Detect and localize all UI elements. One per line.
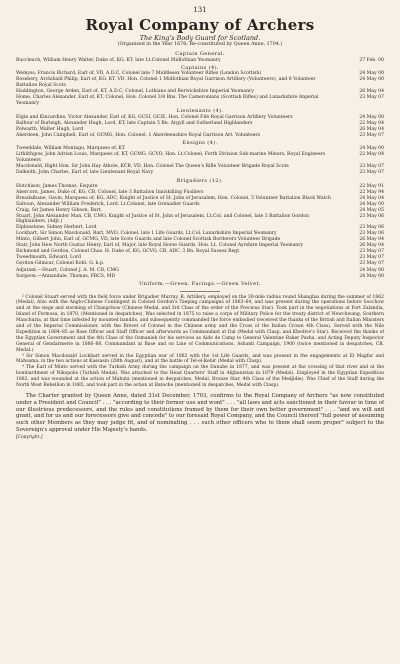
appointment-date: 23 May 07	[359, 132, 384, 138]
appointment-date: 23 May 06	[359, 213, 384, 219]
appointment-date: 22 May 04	[359, 120, 384, 126]
page-subtitle: The King's Body Guard for Scotland.	[139, 34, 261, 42]
appointment-date: 24 May 00	[359, 267, 384, 273]
appointment-date: 22 May 91	[359, 184, 384, 189]
section-heading-lieutenants: Lieutenants (4).	[176, 108, 224, 115]
appointment-date: 24 May 00	[359, 273, 384, 279]
appointment-date: 24 May 00	[359, 146, 384, 152]
appointment-date: 24 May 00	[359, 77, 384, 83]
appointment-date: 23 May 07	[359, 254, 384, 260]
appointment-date: 23 May 07	[359, 95, 384, 101]
member-name: Tweedmouth, Edward, Lord	[16, 254, 81, 260]
section-heading-brigadiers: Brigadiers (12).	[176, 177, 224, 184]
organisation-note: (Organised in the Year 1676; Re-constituted by Queen Anne, 1704.)	[117, 42, 283, 47]
roster-entry	[16, 77, 384, 89]
appointment-date: 22 May 04	[359, 152, 384, 158]
page-title: Royal Company of Archers	[85, 16, 315, 34]
ensigns-list	[16, 146, 384, 176]
appointment-date: 23 May 07	[359, 164, 384, 170]
member-name: Polwarth, Walter Hugh, Lord	[16, 126, 84, 132]
member-name: Lithlithgow, John Adrian Louis, Marquess of, KT, GCMG, GCVO, Hon. Lt.Colonel, Forth Division Sub-marine Miners, Royal Engineers Volunteers	[16, 152, 326, 164]
member-name: Minto, Gilbert John, Earl of, GCMG, VD, late Scots Guards and late Colonel Scottish Borderers Volunteer Brigade	[16, 237, 281, 243]
section-heading-captain-general: Captain General.	[175, 51, 225, 57]
section-heading-captains: Captains (4).	[181, 64, 219, 71]
member-name: Macdonald, Right Hon. Sir John Hay Athole, KCB, VD, Hon. Colonel The Queen's Rifle Volunteer Brigade Royal Scots	[16, 164, 289, 170]
captain-general-list	[16, 58, 384, 64]
appointment-date: 26 May 04	[359, 89, 384, 95]
member-name: Dalkeith, John Charles, Earl of, late Lieutenant Royal Navy	[16, 170, 154, 176]
appointment-date: 23 May 06	[359, 231, 384, 237]
member-name: Richmond and Gordon, Colonel Chas. H. Duke of, KG, GCVO, CB, ADC, 3 Bn. Royal Sussex Regt.	[16, 248, 241, 254]
member-name: Elgin and Kincardine, Victor Alexander, Earl of, KG, GCSI, GCIE, Hon. Colonel Fife Royal Garrison Artillery Volunteers	[16, 114, 293, 120]
roster-entry	[16, 214, 384, 226]
footnote: ² Colonel Stuart served with the field force under Brigadier Murray, R. Artillery, employed on the 30-mile radius round Shanghai during the summer of 1862 (Medal). Also with the Anglo-Chinese Contingent in Colonel Gordon's Taeping campaigns of 1863–64, and was present during the operations before Soochow and at the siege and storming of Changchow (Chinese Medal, and 3rd Class of the order of the Precious Star). Took part in the negotiations at Fort Zalandia, Island of Formosa, in 1870, (Mentioned in despatches). Was selected in 1875 to raise a corps of Military Police for the treaty district of Newchwang, Southern Manchuria, at that time infested by mounted bandits, and subsequently commanded the force embodied (received the thanks of the British and Italian Ministers and of the Imperial Commissioner, with the Brevet of Colonel in the Chinese army and the Cross of the Italian Crown 4th Class). Served with the Nile Expedition in 1884–85 as Base Officer and Staff Officer and afterwards as Commandant at Dal (Medal with Clasp, and Khedive's Star). Received the thanks of the Egyptian Government and the 4th Class of the Osmanieh for his services as Aide de Camp to General Valentine Baker Pasha, and Acting Deputy Inspector General of Gendarmerie in 1886–88. Commandant at Base and on Line of Communications, Ashanti Campaign, 1900 (twice mentioned in despatches, CB, Medal.)	[16, 294, 384, 353]
section-heading-ensigns: Ensigns (4).	[182, 139, 218, 146]
member-name: Aberdeen, John Campbell, Earl of, GCMG, Hon. Colonel, 1 Aberdeenshire Royal Garrison Art. Volunteers	[16, 132, 260, 138]
member-name: Adjutant.—Stuart, Colonel J. A. M. CB, CMG	[16, 267, 119, 273]
member-name: Buccleuch, William Henry Walter, Duke of, KG, KT, late Lt.Colonel Midlothian Yeomanry	[16, 57, 221, 63]
footnote: ⁴ The Earl of Minto served with the Turkish Army during the campaign on the Danube in 1877, and was present at the crossing of that river and at the bombardment of Nikopolis (Turkish Medal). Was attached to the Head Quarters' Staff in Afghanistan in 1879 (Medal). Employed in the Egyptian Expedition 1882, and was wounded at the action of Mahuta (mentioned in despatches, Medal, Bronze Star, 4th Class of the Medjidie). Was Chief of the Staff during the North West Rebellion in 1885, and took part in the action at Batoche (mentioned in despatches, Medal with Clasp).	[16, 365, 384, 389]
brigadiers-list	[16, 184, 384, 267]
roster-entry	[16, 95, 384, 107]
member-name: Craig, Sir James Henry Gibson, Bart.	[16, 207, 103, 213]
member-name: Rosebery, Archibald Philip, Earl of, KG, KT, VD, Hon. Colonel 1 Midlothian Royal Garrison Artillery (Volunteers), and 8 Volunteer Battalion Royal Scots	[16, 77, 316, 89]
staff-list	[16, 268, 384, 280]
roster-entry	[16, 152, 384, 164]
appointment-date: 24 May 04	[359, 195, 384, 201]
uniform-line: Uniform.—Green. Facings.—Green Velvet.	[139, 281, 261, 287]
appointment-date: 23 May 06	[359, 225, 384, 231]
member-name: Surgeon.—Annandale, Thomas, FRCS, MD	[16, 273, 116, 279]
copyright-note: [Copyright.]	[16, 434, 43, 440]
roster-entry	[16, 170, 384, 176]
appointment-date: 26 May 04	[359, 237, 384, 243]
charter-paragraph: The Charter granted by Queen Anne, dated 31st December, 1703, confirms to the Royal Company of Archers "as now constituted under a President and Council" . . . "according to their former use and wont" . . . "all laws and acts sanctioned in their favour in time of our illustrious predecessors, and the rules and constitutions framed by them for their own better government" . . . "and we will and grant, and for us and our forecessors give and concede" to our foresaid Royal Company, and the Council thereof "full power of assuming such other Members as they may judge fit, and of nominating . . . such other officers who to them shall seem proper" subject to the Sovereign's approval under His Majesty's hands.	[16, 393, 384, 433]
appointment-date: 24 May 05	[359, 207, 384, 213]
member-name: Home, Charles Alexander, Earl of, KT, Colonel, Hon. Colonel 3/4 Bns. The Cameronians (Scottish Rifles) and Lanarkshire Imperial Yeomanry	[16, 95, 319, 106]
member-name: Stair, John Hew North Gustav Henry, Earl of, Major, late Royal Horse Guards, Hon. Lt. Colonel Ayrshire Imperial Yeomanry	[16, 243, 304, 249]
member-name: Balfour of Burleigh, Alexander Hugh, Lord, KT, late Captain 5 Bn. Argyll and Sutherland Highlanders	[16, 120, 253, 126]
roster-entry	[16, 58, 384, 64]
appointment-date: 23 May 07	[359, 248, 384, 254]
member-name: Elphinstone, Sidney Herbert, Lord	[16, 225, 97, 231]
divider	[180, 291, 220, 292]
appointment-date: 24 May 00	[359, 71, 384, 77]
footnote: ³ Sir Simon Macdonald Lockhart served in the Egyptian war of 1882 with the 1st Life Guards, and was present in the engagements at El Magfar and Mahsama, in the two actions at Kassasin (28th August), and at the battle of Tel-el-Kebir (Medal with Clasp).	[16, 353, 384, 365]
appointment-date: 26 May 04	[359, 126, 384, 132]
roster-entry	[16, 274, 384, 280]
member-name: Tweeddale, William Montagu, Marquess of, KT	[16, 146, 126, 152]
member-name: Gordon-Gilmour, Colonel Robt. G. k.p.	[16, 260, 105, 266]
member-name: Hutchison, James Thomas, Esquire	[16, 184, 98, 189]
member-name: Haddington, George Arden, Earl of, KT, A.D.C, Colonel, Lothians and Berwickshire Imperial Yeomanry	[16, 89, 254, 95]
member-name: Stuart, John Alexander Man, CB, CMG, Knight of Justice of St. John of Jerusalem, Lt.Col. and Colonel, late 3 Battalion Gordon Highlanders, (Adjt.)	[16, 213, 310, 225]
appointment-date: 23 May 07	[359, 260, 384, 266]
member-name: Lockhart, Sir Simon Macdonald, Bart, MVO, Colonel, late 1 Life Guards, Lt.Col. Lanarkshire Imperial Yeomanry	[16, 231, 277, 237]
roster-entry	[16, 133, 384, 139]
appointment-date: 22 May 94	[359, 189, 384, 195]
page-number: 131	[193, 6, 207, 14]
member-name: Saltoun, Alexander William Frederick, Lord, Lt.Colonel, late Grenadier Guards	[16, 201, 200, 207]
appointment-date: 24 May 00	[359, 114, 384, 120]
roster-entry	[16, 261, 384, 267]
footnotes	[16, 295, 384, 390]
appointment-date: 23 May 07	[359, 170, 384, 176]
member-name: Abercorn, James, Duke of, KG, CB, Colonel, late 3 Battalion Inniskilling Fusiliers	[16, 189, 204, 195]
appointment-date: 26 May 04	[359, 243, 384, 249]
member-name: Wemyss, Francis Richard, Earl of, VD, A.D.C, Colonel late 7 Middlesex Volunteer Rifles (London Scottish)	[16, 71, 262, 77]
lieutenants-list	[16, 115, 384, 139]
appointment-date: 27 Feb. 00	[359, 57, 384, 63]
captains-list	[16, 71, 384, 106]
member-name: Breadalbane, Gavin, Marquess of, KG, ADC, Knight of Justice of St. John of Jerusalem, Hon. Colonel, 5 Volunteer Battalion Black Watch	[16, 195, 331, 201]
appointment-date: 24 May 00	[359, 201, 384, 207]
